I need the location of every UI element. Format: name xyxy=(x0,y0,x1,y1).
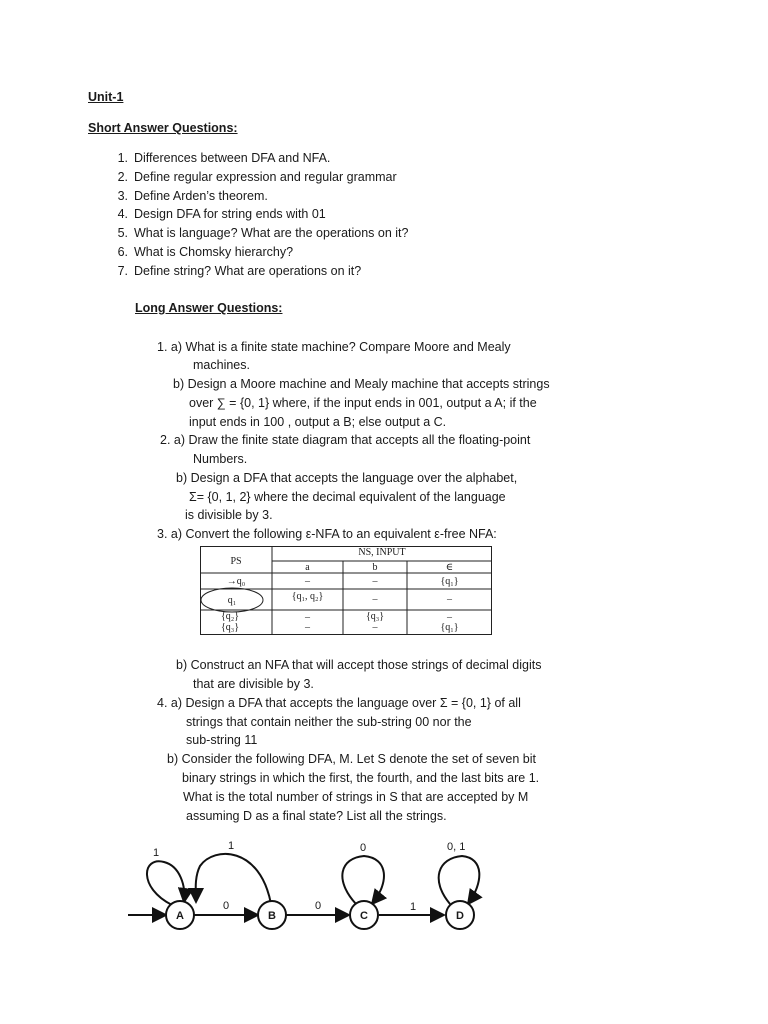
list-item: 6. What is Chomsky hierarchy? xyxy=(117,245,294,259)
row-b: – xyxy=(372,594,378,605)
list-item: 2. Define regular expression and regular grammar xyxy=(117,170,397,184)
label-loop-a: 1 xyxy=(153,847,160,859)
label-a-to-b: 0 xyxy=(223,900,230,912)
question-line: b) Consider the following DFA, M. Let S denote the set of seven bit xyxy=(167,752,536,766)
list-item: 1. Differences between DFA and NFA. xyxy=(117,151,331,165)
row-ps: →q₀ xyxy=(226,576,246,587)
row-eps: – xyxy=(447,612,452,623)
row-eps: – xyxy=(447,594,452,605)
list-item: 5. What is language? What are the operations on it? xyxy=(117,226,409,240)
question-line: input ends in 100 , output a B; else output a C. xyxy=(189,415,447,429)
col-eps-header: ∈ xyxy=(445,562,454,573)
row-b: – xyxy=(372,622,378,633)
list-item: 3. Define Arden’s theorem. xyxy=(117,189,268,203)
unit-title: Unit-1 xyxy=(88,90,124,104)
question-line: assuming D as a final state? List all the strings. xyxy=(186,809,447,823)
question-line: Numbers. xyxy=(193,452,248,466)
label-b-to-a: 1 xyxy=(228,840,235,852)
state-b: B xyxy=(268,910,276,922)
question-line: What is the total number of strings in S that are accepted by M xyxy=(183,790,529,804)
state-c: C xyxy=(360,910,368,922)
row-b: {q₃} xyxy=(365,611,385,622)
question-line: b) Design a DFA that accepts the language over the alphabet, xyxy=(176,471,518,485)
ps-header: PS xyxy=(230,556,242,567)
label-c-to-d: 1 xyxy=(410,901,417,913)
question-line: 3. a) Convert the following ε-NFA to an equivalent ε-free NFA: xyxy=(157,527,497,541)
label-loop-d: 0, 1 xyxy=(447,841,466,853)
question-line: machines. xyxy=(193,358,250,372)
question-line: b) Design a Moore machine and Mealy machine that accepts strings xyxy=(173,377,550,391)
question-line: strings that contain neither the sub-string 00 nor the xyxy=(186,715,472,729)
question-line: over ∑ = {0, 1} where, if the input ends in 001, output a A; if the xyxy=(189,396,537,410)
row-ps: {q₂} xyxy=(220,611,240,622)
row-ps: {q₃} xyxy=(220,622,240,633)
row-eps: {q₁} xyxy=(440,576,459,587)
long-answer-heading: Long Answer Questions: xyxy=(135,301,283,315)
question-line: that are divisible by 3. xyxy=(193,677,314,691)
question-line: 1. a) What is a finite state machine? Compare Moore and Mealy xyxy=(157,340,511,354)
state-a: A xyxy=(176,910,184,922)
question-line: b) Construct an NFA that will accept those strings of decimal digits xyxy=(176,658,542,672)
list-item: 4. Design DFA for string ends with 01 xyxy=(117,207,326,221)
short-answer-heading: Short Answer Questions: xyxy=(88,121,238,135)
question-line: 4. a) Design a DFA that accepts the language over Σ = {0, 1} of all xyxy=(157,696,521,710)
row-a: – xyxy=(305,622,310,633)
question-line: is divisible by 3. xyxy=(185,508,273,522)
row-ps: q₁ xyxy=(227,595,237,606)
dfa-diagram xyxy=(120,836,500,936)
label-b-to-c: 0 xyxy=(315,900,322,912)
col-a-header: a xyxy=(305,562,310,573)
row-a: – xyxy=(305,612,310,623)
enfa-transition-table xyxy=(200,546,492,635)
row-a: – xyxy=(305,576,310,587)
question-line: Σ= {0, 1, 2} where the decimal equivalent of the language xyxy=(189,490,506,504)
ns-input-header: NS, INPUT xyxy=(358,547,406,558)
question-line: sub-string 11 xyxy=(186,733,258,747)
row-eps: {q₁} xyxy=(440,622,459,633)
col-b-header: b xyxy=(372,562,378,573)
row-a: {q₁, q₂} xyxy=(291,591,324,602)
label-loop-c: 0 xyxy=(360,842,367,854)
question-line: binary strings in which the first, the fourth, and the last bits are 1. xyxy=(182,771,540,785)
question-line: 2. a) Draw the finite state diagram that accepts all the floating-point xyxy=(160,433,531,447)
state-d: D xyxy=(456,910,464,922)
list-item: 7. Define string? What are operations on it? xyxy=(117,264,362,278)
row-b: – xyxy=(372,576,378,587)
